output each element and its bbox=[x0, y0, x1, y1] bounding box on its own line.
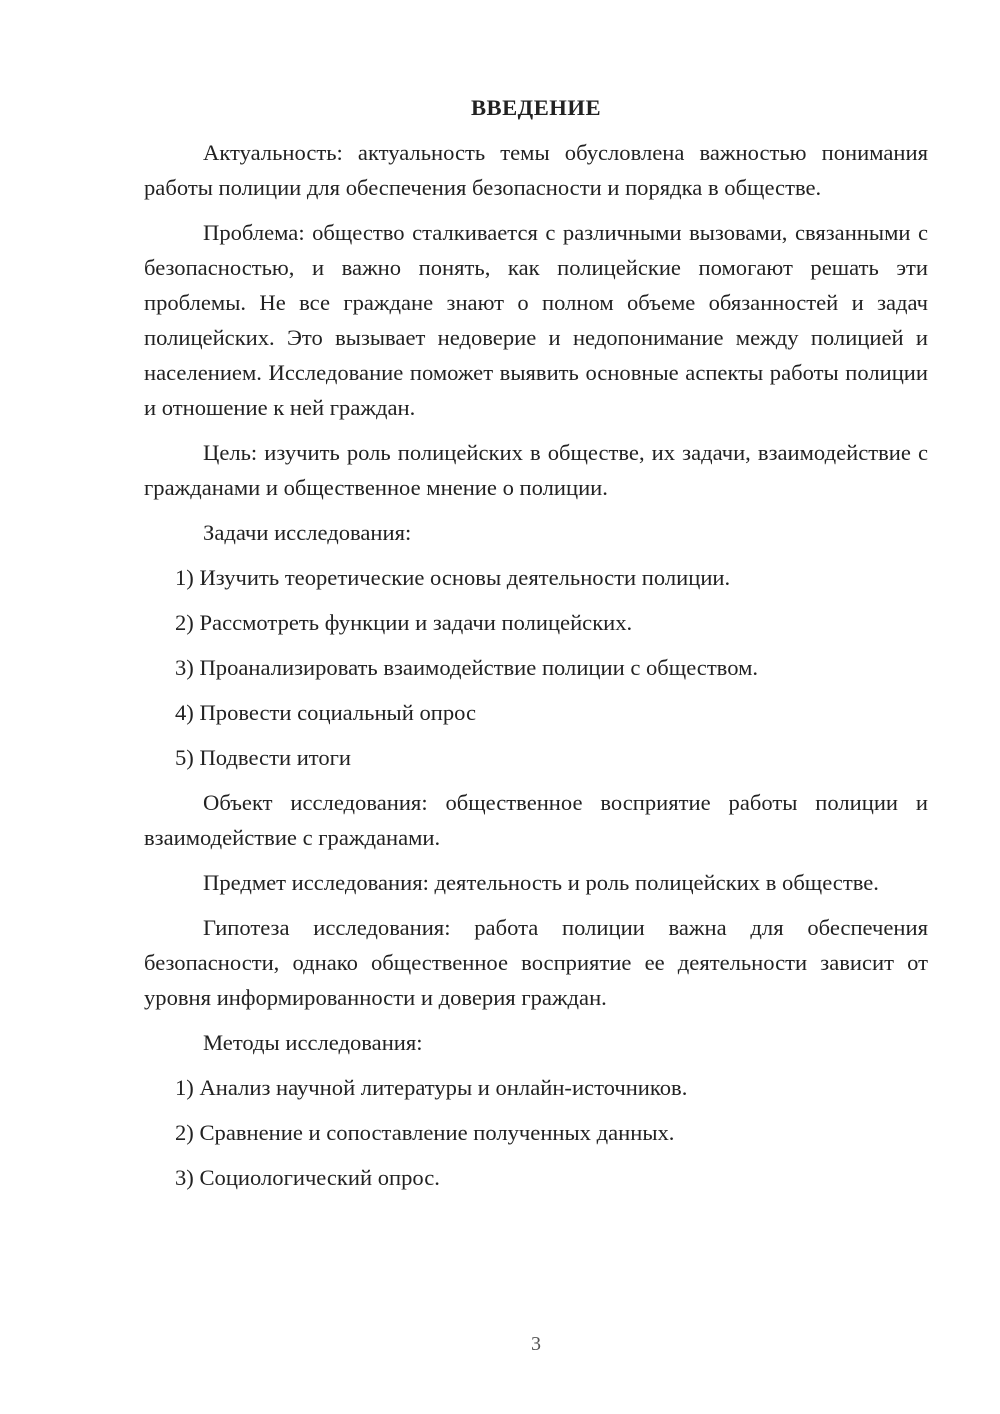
tasks-label: Задачи исследования: bbox=[203, 520, 412, 545]
methods-label: Методы исследования: bbox=[203, 1030, 423, 1055]
task-item: 2) Рассмотреть функции и задачи полицейских. bbox=[175, 610, 633, 635]
problem-paragraph: Проблема: общество сталкивается с различными вызовами, связанными с безопасностью, и важно понять, как полицейские помогают решать эти проблемы. Не все граждане знают о полном объеме обязанностей и задач полицейских. Это вызывает недоверие и недопонимание между полицией и населением. Исследование поможет выявить основные аспекты работы полиции и отношение к ней граждан. bbox=[144, 220, 928, 420]
method-item: 3) Социологический опрос. bbox=[175, 1165, 440, 1190]
task-item: 1) Изучить теоретические основы деятельности полиции. bbox=[175, 565, 731, 590]
task-item: 5) Подвести итоги bbox=[175, 745, 352, 770]
goal-paragraph: Цель: изучить роль полицейских в обществе, их задачи, взаимодействие с гражданами и общественное мнение о полиции. bbox=[144, 440, 928, 500]
object-paragraph: Объект исследования: общественное восприятие работы полиции и взаимодействие с гражданами. bbox=[144, 790, 928, 850]
relevance-paragraph: Актуальность: актуальность темы обусловлена важностью понимания работы полиции для обеспечения безопасности и порядка в обществе. bbox=[144, 140, 928, 200]
method-item: 2) Сравнение и сопоставление полученных данных. bbox=[175, 1120, 675, 1145]
task-item: 4) Провести социальный опрос bbox=[175, 700, 477, 725]
page-number: 3 bbox=[531, 1333, 541, 1355]
page-title: ВВЕДЕНИЕ bbox=[470, 95, 602, 120]
method-item: 1) Анализ научной литературы и онлайн-источников. bbox=[175, 1075, 688, 1100]
hypothesis-paragraph: Гипотеза исследования: работа полиции важна для обеспечения безопасности, однако общественное восприятие ее деятельности зависит от уровня информированности и доверия граждан. bbox=[144, 915, 928, 1010]
subject-paragraph: Предмет исследования: деятельность и роль полицейских в обществе. bbox=[203, 870, 879, 895]
task-item: 3) Проанализировать взаимодействие полиции с обществом. bbox=[175, 655, 759, 680]
document-page bbox=[144, 90, 928, 1205]
